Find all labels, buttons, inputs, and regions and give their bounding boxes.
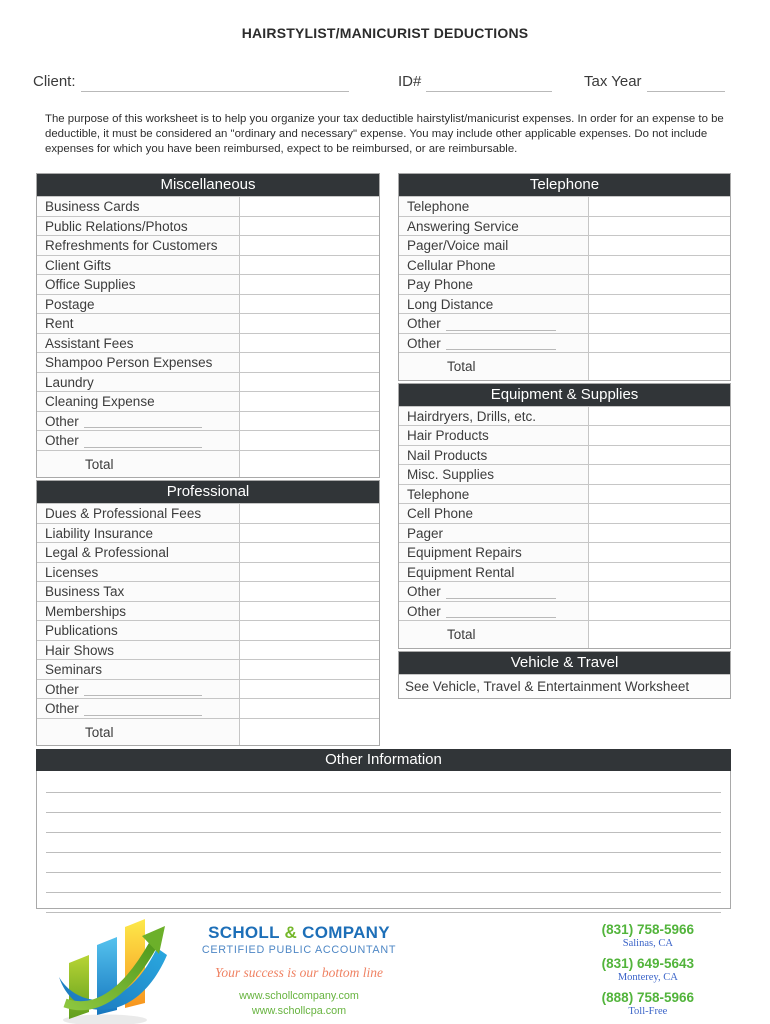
row-label: Refreshments for Customers xyxy=(37,236,240,255)
table-row-other xyxy=(399,601,730,621)
other-label: Other xyxy=(45,701,79,717)
table-row-other xyxy=(37,411,379,431)
amount-cell[interactable] xyxy=(240,582,379,601)
tables-area xyxy=(36,173,731,746)
total-label: Total xyxy=(399,621,589,648)
table-row xyxy=(399,445,730,465)
amount-cell[interactable] xyxy=(589,217,730,236)
row-label: Cell Phone xyxy=(399,504,589,523)
amount-cell[interactable] xyxy=(240,236,379,255)
amount-cell[interactable] xyxy=(589,197,730,216)
row-label: Office Supplies xyxy=(37,275,240,294)
row-label: Misc. Supplies xyxy=(399,465,589,484)
vehicle-table xyxy=(398,651,731,699)
table-row xyxy=(37,196,379,216)
row-label: Laundry xyxy=(37,373,240,392)
phone-number: (831) 758-5966 xyxy=(601,922,694,938)
row-label xyxy=(37,680,240,699)
row-label: Public Relations/Photos xyxy=(37,217,240,236)
write-in-line[interactable] xyxy=(46,833,721,853)
equipment-table xyxy=(398,383,731,649)
amount-cell[interactable] xyxy=(240,641,379,660)
id-input-line[interactable] xyxy=(426,74,552,92)
row-label: Dues & Professional Fees xyxy=(37,504,240,523)
table-row xyxy=(37,333,379,353)
table-row xyxy=(37,659,379,679)
amount-cell[interactable] xyxy=(589,295,730,314)
amount-cell[interactable] xyxy=(589,504,730,523)
total-amount-cell[interactable] xyxy=(589,353,730,380)
amount-cell[interactable] xyxy=(240,431,379,450)
company-motto: Your success is our bottom line xyxy=(215,965,383,981)
total-row xyxy=(399,352,730,380)
table-row-other xyxy=(399,333,730,353)
table-row xyxy=(399,274,730,294)
row-label: Client Gifts xyxy=(37,256,240,275)
amount-cell[interactable] xyxy=(589,485,730,504)
write-in-line[interactable] xyxy=(46,793,721,813)
amount-cell[interactable] xyxy=(240,217,379,236)
other-write-in-line[interactable] xyxy=(84,434,202,448)
other-information-section xyxy=(36,749,731,909)
other-label: Other xyxy=(45,681,79,697)
total-row xyxy=(37,450,379,478)
amount-cell[interactable] xyxy=(589,314,730,333)
client-input-line[interactable] xyxy=(81,74,349,92)
other-write-in-line[interactable] xyxy=(446,317,556,331)
row-label: Equipment Repairs xyxy=(399,543,589,562)
company-logo xyxy=(57,915,182,1024)
table-row xyxy=(37,255,379,275)
company-website-2[interactable]: www.schollcpa.com xyxy=(251,1005,347,1018)
table-row xyxy=(399,484,730,504)
tax-year-label: Tax Year xyxy=(584,73,642,90)
other-label: Other xyxy=(407,603,441,619)
amount-cell[interactable] xyxy=(589,407,730,426)
other-write-in-line[interactable] xyxy=(84,414,202,428)
client-field xyxy=(33,72,365,92)
amount-cell[interactable] xyxy=(589,334,730,353)
write-in-line[interactable] xyxy=(46,773,721,793)
intro-text: The purpose of this worksheet is to help you organize your tax deductible hairstylist/manicurist expenses. In order for an expense to be deductible, it must be considered an "ordinary and necessary" expense. You may include other applicable expenses. Do not include expenses for which you have been reimbursed, expect to be reimbursed, or are reimbursable. xyxy=(45,113,724,155)
amount-cell[interactable] xyxy=(589,465,730,484)
amount-cell[interactable] xyxy=(240,543,379,562)
row-label: Hairdryers, Drills, etc. xyxy=(399,407,589,426)
row-label: Liability Insurance xyxy=(37,524,240,543)
write-in-line[interactable] xyxy=(46,853,721,873)
amount-cell[interactable] xyxy=(589,563,730,582)
professional-header: Professional xyxy=(37,481,379,503)
row-label xyxy=(37,699,240,718)
logo-bar-chart-arrow-icon xyxy=(57,915,182,1024)
table-row xyxy=(399,406,730,426)
table-row xyxy=(399,294,730,314)
amount-cell[interactable] xyxy=(240,660,379,679)
table-row xyxy=(399,503,730,523)
table-row xyxy=(37,352,379,372)
phone-entry xyxy=(602,989,694,1017)
id-label: ID# xyxy=(398,73,422,90)
telephone-header: Telephone xyxy=(399,174,730,196)
row-label: Nail Products xyxy=(399,446,589,465)
amount-cell[interactable] xyxy=(240,699,379,718)
table-row-other xyxy=(399,581,730,601)
total-amount-cell[interactable] xyxy=(240,451,379,478)
amount-cell[interactable] xyxy=(240,295,379,314)
amount-cell[interactable] xyxy=(240,412,379,431)
amount-cell[interactable] xyxy=(589,602,730,621)
amount-cell[interactable] xyxy=(240,256,379,275)
amount-cell[interactable] xyxy=(240,563,379,582)
row-label: Equipment Rental xyxy=(399,563,589,582)
amount-cell[interactable] xyxy=(589,582,730,601)
phone-location: Monterey, CA xyxy=(617,972,678,984)
table-row xyxy=(399,523,730,543)
miscellaneous-table xyxy=(36,173,380,478)
table-row xyxy=(37,313,379,333)
table-row xyxy=(37,542,379,562)
row-label: Long Distance xyxy=(399,295,589,314)
row-label: Telephone xyxy=(399,197,589,216)
phone-number: (831) 649-5643 xyxy=(601,956,694,972)
amount-cell[interactable] xyxy=(240,680,379,699)
phone-entry xyxy=(602,955,694,983)
table-row xyxy=(37,391,379,411)
phone-entry xyxy=(602,921,694,949)
amount-cell[interactable] xyxy=(589,275,730,294)
amount-cell[interactable] xyxy=(589,236,730,255)
company-subtitle: CERTIFIED PUBLIC ACCOUNTANT xyxy=(201,944,397,957)
phone-number: (888) 758-5966 xyxy=(601,990,694,1006)
table-row-other xyxy=(399,313,730,333)
row-label xyxy=(37,431,240,450)
amount-cell[interactable] xyxy=(240,602,379,621)
table-row-other xyxy=(37,679,379,699)
footer xyxy=(0,915,770,1024)
company-name-last: COMPANY xyxy=(302,923,390,943)
row-label: Cellular Phone xyxy=(399,256,589,275)
equipment-header: Equipment & Supplies xyxy=(399,384,730,406)
total-row xyxy=(37,718,379,746)
row-label: Seminars xyxy=(37,660,240,679)
write-in-line[interactable] xyxy=(46,893,721,913)
total-label: Total xyxy=(399,353,589,380)
table-note-row xyxy=(399,674,730,698)
row-label xyxy=(399,314,589,333)
company-website-1[interactable]: www.schollcompany.com xyxy=(239,990,359,1003)
table-row xyxy=(399,562,730,582)
write-in-line[interactable] xyxy=(46,813,721,833)
amount-cell[interactable] xyxy=(240,524,379,543)
row-label: Cleaning Expense xyxy=(37,392,240,411)
amount-cell[interactable] xyxy=(240,314,379,333)
row-label xyxy=(399,602,589,621)
amount-cell[interactable] xyxy=(240,621,379,640)
amount-cell[interactable] xyxy=(589,446,730,465)
other-write-in-line[interactable] xyxy=(446,604,556,618)
phone-location: Toll-Free xyxy=(628,1006,668,1018)
tax-year-input-line[interactable] xyxy=(647,74,725,92)
table-row xyxy=(399,255,730,275)
total-label: Total xyxy=(37,719,240,746)
row-label: Telephone xyxy=(399,485,589,504)
vehicle-header: Vehicle & Travel xyxy=(399,652,730,674)
table-row xyxy=(399,425,730,445)
row-label: Licenses xyxy=(37,563,240,582)
other-label: Other xyxy=(407,584,441,600)
other-information-box xyxy=(36,771,731,909)
tax-year-field xyxy=(584,72,731,92)
phone-list xyxy=(602,915,694,1023)
client-info-row xyxy=(33,70,731,92)
row-label: Business Cards xyxy=(37,197,240,216)
amount-cell[interactable] xyxy=(240,334,379,353)
table-row xyxy=(37,562,379,582)
table-row xyxy=(37,523,379,543)
table-row xyxy=(37,294,379,314)
row-label: Hair Products xyxy=(399,426,589,445)
table-row xyxy=(37,640,379,660)
other-write-in-line[interactable] xyxy=(84,682,202,696)
amount-cell[interactable] xyxy=(240,504,379,523)
company-info xyxy=(194,915,404,1017)
table-row-other xyxy=(37,430,379,450)
phone-location: Salinas, CA xyxy=(622,938,673,950)
table-row xyxy=(37,620,379,640)
amount-cell[interactable] xyxy=(240,275,379,294)
company-name-first: SCHOLL xyxy=(208,923,280,943)
row-label: Shampoo Person Expenses xyxy=(37,353,240,372)
table-row xyxy=(399,196,730,216)
company-name-ampersand: & xyxy=(284,923,298,943)
table-row xyxy=(399,216,730,236)
other-label: Other xyxy=(45,413,79,429)
table-row xyxy=(37,503,379,523)
table-row xyxy=(37,235,379,255)
row-label: Assistant Fees xyxy=(37,334,240,353)
amount-cell[interactable] xyxy=(240,353,379,372)
total-amount-cell[interactable] xyxy=(589,621,730,648)
table-row xyxy=(37,581,379,601)
row-label: Answering Service xyxy=(399,217,589,236)
row-label: Legal & Professional xyxy=(37,543,240,562)
table-row xyxy=(37,274,379,294)
amount-cell[interactable] xyxy=(589,256,730,275)
other-write-in-line[interactable] xyxy=(446,336,556,350)
company-name xyxy=(194,923,404,943)
amount-cell[interactable] xyxy=(589,524,730,543)
miscellaneous-header: Miscellaneous xyxy=(37,174,379,196)
table-row xyxy=(399,542,730,562)
row-label: Hair Shows xyxy=(37,641,240,660)
table-row xyxy=(399,235,730,255)
telephone-table xyxy=(398,173,731,381)
row-label: Pager/Voice mail xyxy=(399,236,589,255)
other-label: Other xyxy=(45,433,79,449)
amount-cell[interactable] xyxy=(240,373,379,392)
table-row xyxy=(37,372,379,392)
row-label: Postage xyxy=(37,295,240,314)
other-information-header: Other Information xyxy=(36,749,731,771)
table-row xyxy=(37,216,379,236)
row-label xyxy=(37,412,240,431)
row-label: Pager xyxy=(399,524,589,543)
amount-cell[interactable] xyxy=(240,197,379,216)
other-label: Other xyxy=(407,316,441,332)
table-row xyxy=(399,464,730,484)
other-write-in-line[interactable] xyxy=(446,585,556,599)
row-label: Publications xyxy=(37,621,240,640)
client-label: Client: xyxy=(33,73,76,90)
page-title: HAIRSTYLIST/MANICURIST DEDUCTIONS xyxy=(241,25,529,41)
total-label: Total xyxy=(37,451,240,478)
amount-cell[interactable] xyxy=(240,392,379,411)
left-column xyxy=(36,173,380,746)
right-column xyxy=(398,173,731,699)
table-row xyxy=(37,601,379,621)
row-label: Memberships xyxy=(37,602,240,621)
write-in-line[interactable] xyxy=(46,873,721,893)
row-label: Business Tax xyxy=(37,582,240,601)
row-label: Pay Phone xyxy=(399,275,589,294)
row-label xyxy=(399,582,589,601)
total-row xyxy=(399,620,730,648)
amount-cell[interactable] xyxy=(589,543,730,562)
vehicle-note-text: See Vehicle, Travel & Entertainment Worksheet xyxy=(399,675,730,698)
table-row-other xyxy=(37,698,379,718)
row-label xyxy=(399,334,589,353)
total-amount-cell[interactable] xyxy=(240,719,379,746)
row-label: Rent xyxy=(37,314,240,333)
id-field xyxy=(398,72,556,92)
amount-cell[interactable] xyxy=(589,426,730,445)
other-label: Other xyxy=(407,335,441,351)
other-write-in-line[interactable] xyxy=(84,702,202,716)
professional-table xyxy=(36,480,380,746)
